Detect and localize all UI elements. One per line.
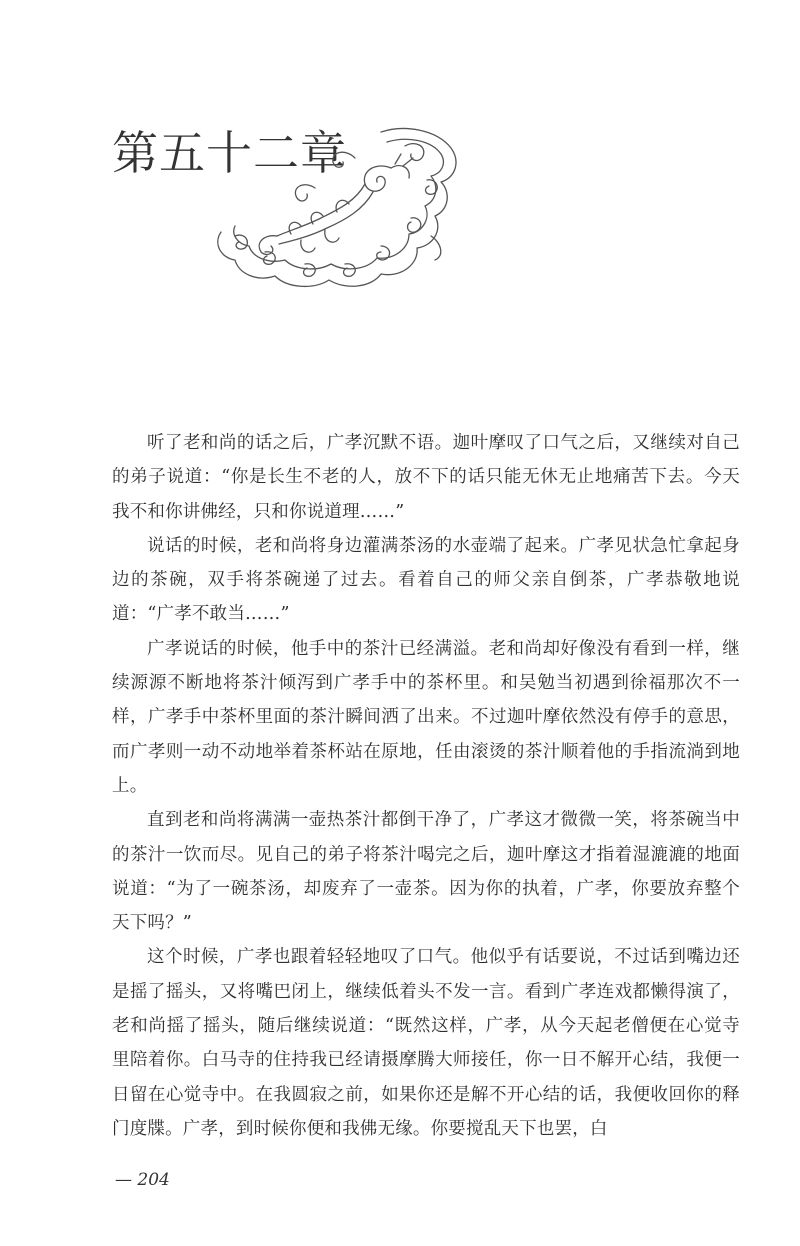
chapter-body: [112, 426, 740, 1146]
paragraph: 说话的时候，老和尚将身边灌满茶汤的水壶端了起来。广孝见状急忙拿起身边的茶碗，双手将茶碗递了过去。看着自己的师父亲自倒茶，广孝恭敬地说道：“广孝不敢当……”: [112, 535, 740, 625]
paragraph: 听了老和尚的话之后，广孝沉默不语。迦叶摩叹了口气之后，又继续对自己的弟子说道：“你是长生不老的人，放不下的话只能无休无止地痛苦下去。今天我不和你讲佛经，只和你说道理……”: [112, 433, 740, 522]
paragraph: 这个时候，广孝也跟着轻轻地叹了口气。他似乎有话要说，不过话到嘴边还是摇了摇头，又将嘴巴闭上，继续低着头不发一言。看到广孝连戏都懒得演了，老和尚摇了摇头，随后继续说道：“既然这样，广孝，从今天起老僧便在心觉寺里陪着你。白马寺的住持我已经请摄摩腾大师接任，你一日不解开心结，我便一日留在心觉寺中。在我圆寂之前，如果你还是解不开心结的话，我便收回你的释门度牒。广孝，到时候你便和我佛无缘。你要搅乱天下也罢，白: [112, 947, 740, 1139]
page-number: — 204: [115, 1170, 170, 1190]
paragraph: 广孝说话的时候，他手中的茶汁已经满溢。老和尚却好像没有看到一样，继续源源不断地将茶汁倾泻到广孝手中的茶杯里。和吴勉当初遇到徐福那次不一样，广孝手中茶杯里面的茶汁瞬间洒了出来。不过迦叶摩依然没有停手的意思，而广孝则一动不动地举着茶杯站在原地，任由滚烫的茶汁顺着他的手指流淌到地上。: [112, 638, 740, 796]
cloud-dragon-ornament-icon: [205, 118, 465, 293]
paragraph: 直到老和尚将满满一壶热茶汁都倒干净了，广孝这才微微一笑，将茶碗当中的茶汁一饮而尽。见自己的弟子将茶汁喝完之后，迦叶摩这才指着湿漉漉的地面说道：“为了一碗茶汤，却废弃了一壶茶。因为你的执着，广孝，你要放弃整个天下吗？”: [112, 810, 740, 934]
chapter-title: 第五十二章: [112, 126, 347, 180]
